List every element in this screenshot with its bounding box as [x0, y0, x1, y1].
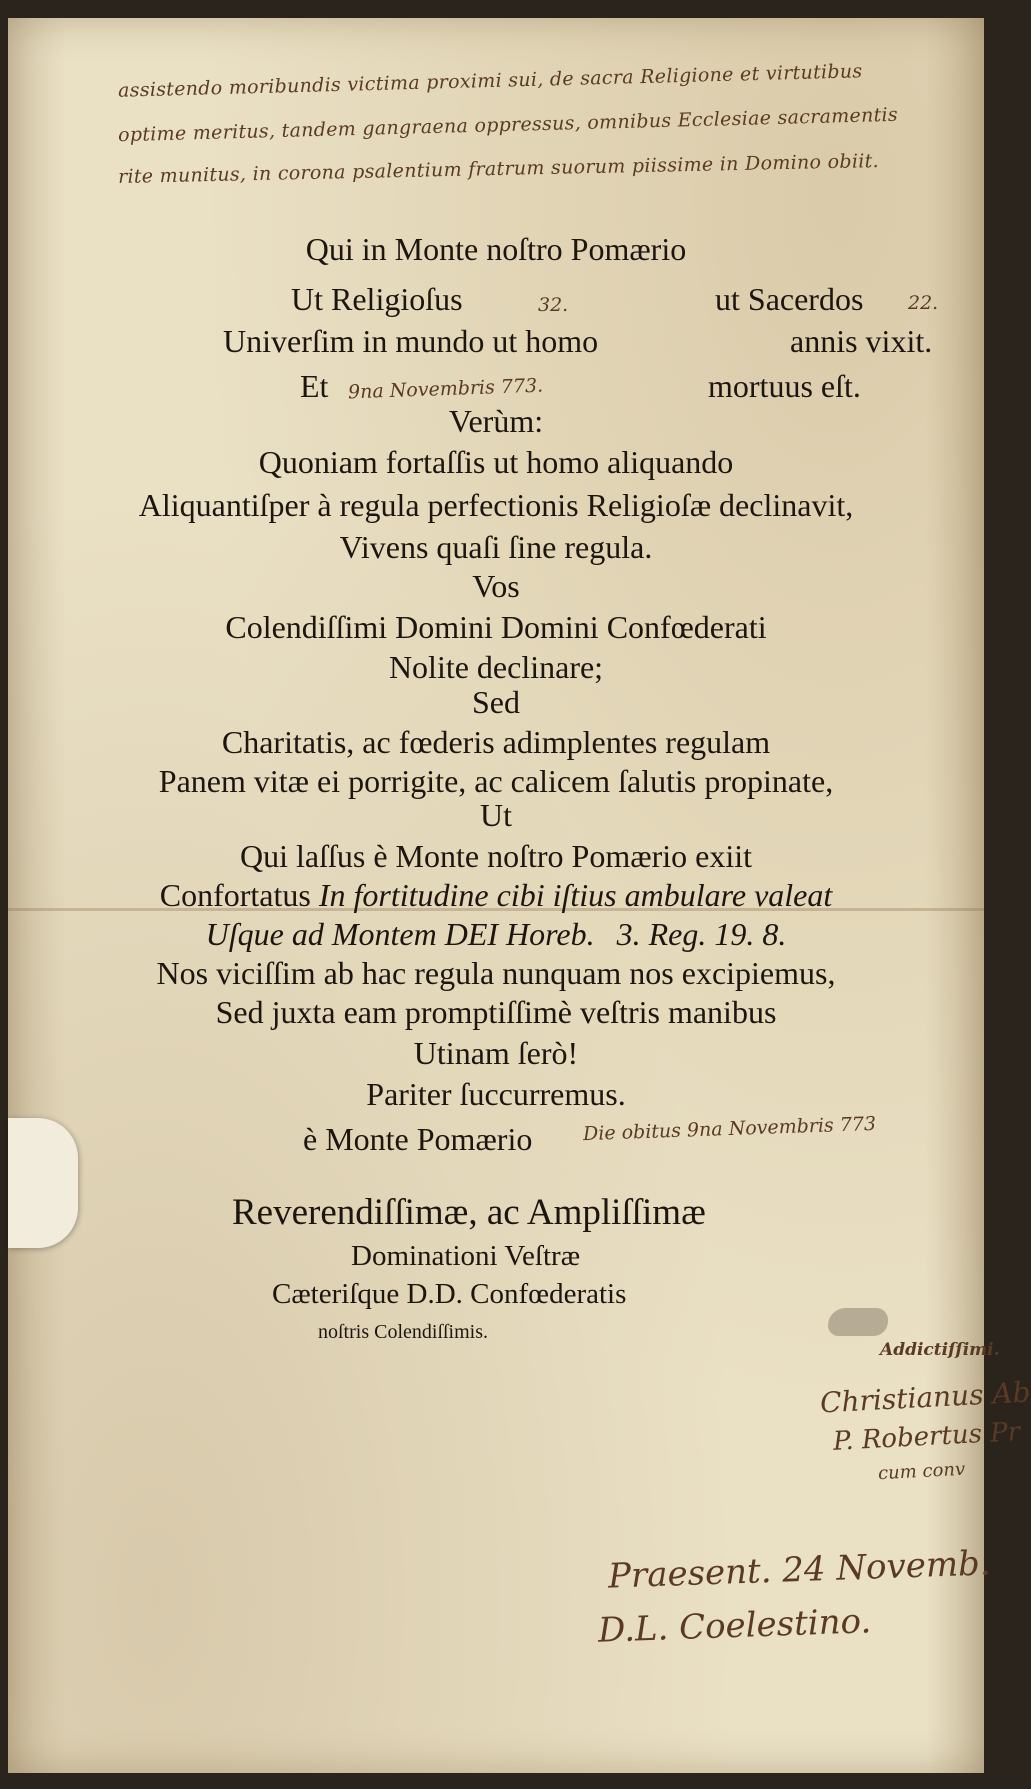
row3-left: Univerſim in mundo ut homo [223, 323, 599, 359]
row4-right: mortuus eſt. [708, 368, 861, 404]
row3-right: annis vixit. [790, 323, 933, 359]
body-line-19: Nos viciſſim ab hac regula nunquam nos excipiemus, [156, 955, 836, 991]
body-line-21: Utinam ſerò! [413, 1035, 579, 1071]
closing-line-3: Cæteriſque D.D. Confœderatis [272, 1278, 627, 1310]
body-line-12: Sed [472, 684, 520, 720]
row2-ink-years-religious: 32. [538, 294, 569, 316]
body-line-13: Charitatis, ac fœderis adimplentes regulam [221, 724, 771, 760]
body-line-11: Nolite declinare; [388, 649, 604, 685]
paper-clip-tab [8, 1118, 78, 1248]
body-line-5: Verùm: [448, 403, 544, 439]
row4-ink-date: 9na Novembris 773. [347, 374, 544, 404]
body-line-6: Quoniam fortaſſis ut homo aliquando [258, 444, 734, 480]
signature-line-2: Christianus Ab [819, 1375, 1031, 1420]
body-line-22: Pariter ſuccurremus. [366, 1076, 626, 1112]
body-line-14: Panem vitæ ei porrigite, ac calicem ſalutis propinate, [158, 763, 834, 799]
body-line-18-reference: 3. Reg. 19. 8. [616, 916, 787, 952]
row2-ink-years-priest: 22. [908, 292, 939, 314]
body-line-17 [8, 876, 984, 914]
body-line-17-italic: In fortitudine cibi iſtius ambulare valeat [318, 877, 833, 913]
body-line-10: Colendiſſimi Domini Domini Confœderati [225, 609, 767, 645]
body-line-8: Vivens quaſi ſine regula. [339, 529, 653, 565]
closing-line-4: noſtris Colendiſſimis. [318, 1321, 489, 1343]
body-line-16: Qui laſſus è Monte noſtro Pomærio exiit [240, 838, 752, 874]
dateline-ink: Die obitus 9na Novembris 773 [582, 1112, 877, 1146]
dateline-printed: è Monte Pomærio [303, 1121, 533, 1157]
row2-right: ut Sacerdos [715, 281, 864, 317]
body-line-18 [8, 915, 984, 953]
manuscript-line-3: rite munitus, in corona psalentium fratrum suorum piissime in Domino obiit. [117, 150, 880, 188]
wax-seal-remnant [828, 1308, 888, 1336]
body-line-1: Qui in Monte noſtro Pomærio [305, 231, 687, 267]
document-page [8, 18, 1031, 1773]
body-line-9: Vos [472, 568, 520, 604]
body-line-18-italic: Uſque ad Montem DEI Horeb. [205, 916, 595, 952]
row4-left: Et [300, 368, 329, 404]
signature-line-1: Addictiſſimi. [880, 1340, 1000, 1360]
closing-line-2: Dominationi Veſtræ [351, 1240, 581, 1272]
signature-line-3: P. Robertus Pr [832, 1417, 1021, 1457]
receipt-line-1: Praesent. 24 Novemb. [607, 1543, 992, 1597]
body-line-20: Sed juxta eam promptiſſimè veſtris manibus [215, 994, 777, 1030]
manuscript-line-1: assistendo moribundis victima proximi sui, de sacra Religione et virtutibus [117, 60, 863, 102]
signature-line-4: cum conv [877, 1458, 966, 1485]
closing-line-1: Reverendiſſimæ, ac Ampliſſimæ [232, 1192, 706, 1233]
body-line-7: Aliquantiſper à regula perfectionis Religioſæ declinavit, [138, 487, 854, 523]
manuscript-line-2: optime meritus, tandem gangraena oppressus, omnibus Ecclesiae sacramentis [117, 103, 899, 147]
body-line-17-roman: Confortatus [159, 877, 311, 913]
receipt-line-2: D.L. Coelestino. [597, 1601, 872, 1651]
row2-left: Ut Religioſus [291, 281, 463, 317]
body-line-15: Ut [480, 797, 512, 833]
